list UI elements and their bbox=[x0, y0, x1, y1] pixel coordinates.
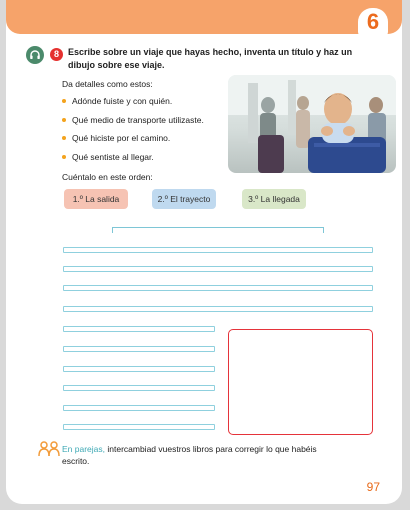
bullet-icon bbox=[62, 118, 66, 122]
writing-line[interactable] bbox=[63, 346, 215, 352]
unit-number: 6 bbox=[358, 8, 388, 36]
pair-work-icon bbox=[38, 441, 60, 462]
list-item: Qué medio de transporte utilizaste. bbox=[62, 115, 204, 134]
list-item: Qué hiciste por el camino. bbox=[62, 133, 204, 152]
bullet-icon bbox=[62, 99, 66, 103]
textbook-page bbox=[6, 0, 402, 504]
detail-list bbox=[62, 96, 204, 170]
writing-line[interactable] bbox=[63, 385, 215, 391]
bullet-icon bbox=[62, 136, 66, 140]
pair-work-text: intercambiad vuestros libros para corregir lo que habéis escrito. bbox=[62, 444, 317, 466]
page-number: 97 bbox=[366, 480, 380, 494]
exercise-number-badge: 8 bbox=[50, 48, 63, 61]
order-chip-journey: 2.º El trayecto bbox=[152, 189, 216, 209]
writing-line[interactable] bbox=[63, 285, 373, 291]
unit-header-band bbox=[6, 0, 402, 34]
writing-line[interactable] bbox=[63, 266, 373, 272]
order-chip-arrival: 3.º La llegada bbox=[242, 189, 306, 209]
order-intro: Cuéntalo en este orden: bbox=[62, 172, 153, 182]
list-item: Adónde fuiste y con quién. bbox=[62, 96, 204, 115]
writing-line[interactable] bbox=[63, 405, 215, 411]
title-writing-line[interactable] bbox=[112, 227, 324, 233]
list-item: Qué sentiste al llegar. bbox=[62, 152, 204, 171]
exercise-instruction: Escribe sobre un viaje que hayas hecho, inventa un título y haz un dibujo sobre ese viaje. bbox=[68, 47, 353, 70]
writing-line[interactable] bbox=[63, 326, 215, 332]
writing-line[interactable] bbox=[63, 306, 373, 312]
writing-line[interactable] bbox=[63, 366, 215, 372]
bullet-icon bbox=[62, 155, 66, 159]
listen-icon bbox=[26, 46, 44, 64]
drawing-box[interactable] bbox=[228, 329, 373, 435]
pair-work-highlight: En parejas, bbox=[62, 444, 105, 454]
writing-line[interactable] bbox=[63, 424, 215, 430]
pair-work-note bbox=[62, 443, 322, 467]
travel-photo bbox=[228, 75, 396, 173]
order-chip-departure: 1.º La salida bbox=[64, 189, 128, 209]
details-intro: Da detalles como estos: bbox=[62, 79, 153, 89]
writing-line[interactable] bbox=[63, 247, 373, 253]
